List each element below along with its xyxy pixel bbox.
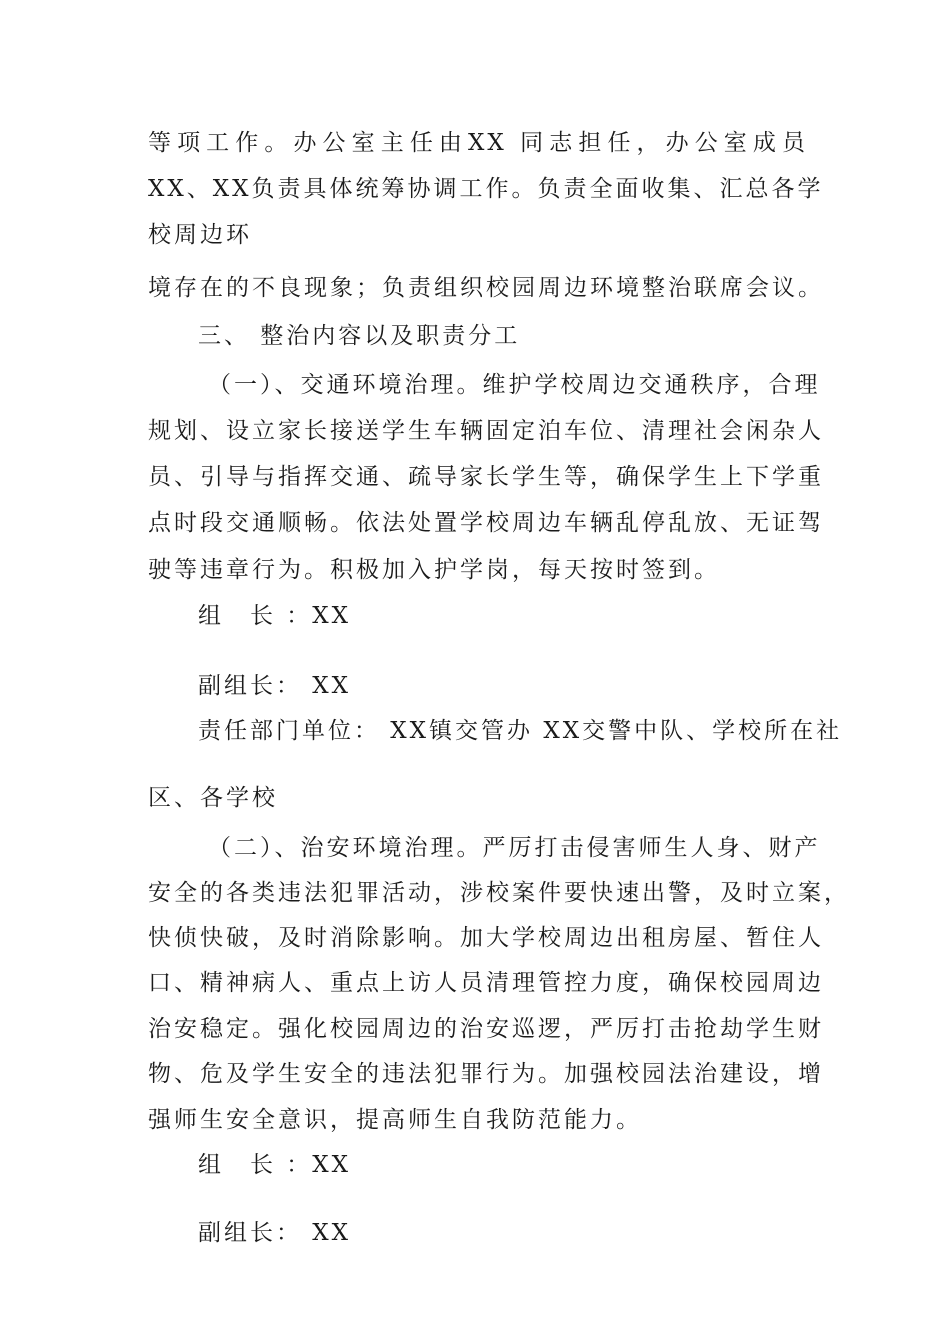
paragraph-line: （二）、治安环境治理。严厉打击侵害师生人身、财产 (208, 835, 821, 861)
paragraph-line: 等项工作。办公室主任由XX 同志担任，办公室成员 (148, 130, 808, 156)
paragraph-line: 员、引导与指挥交通、疏导家长学生等，确保学生上下学重 (148, 464, 824, 490)
paragraph-line: （一）、交通环境治理。维护学校周边交通秩序，合理 (208, 372, 821, 398)
responsible-unit-line: 责任部门单位： XX镇交管办 XX交警中队、学校所在社 (198, 718, 843, 744)
paragraph-line: 口、精神病人、重点上访人员清理管控力度，确保校园周边 (148, 970, 824, 996)
deputy-leader-line: 副组长： XX (198, 673, 352, 699)
paragraph-line: XX、XX负责具体统筹协调工作。负责全面收集、汇总各学 (148, 176, 824, 202)
paragraph-line: 治安稳定。强化校园周边的治安巡逻，严厉打击抢劫学生财 (148, 1016, 824, 1042)
paragraph-line: 快侦快破，及时消除影响。加大学校周边出租房屋、暂住人 (148, 925, 824, 951)
paragraph-line: 点时段交通顺畅。依法处置学校周边车辆乱停乱放、无证驾 (148, 510, 824, 536)
paragraph-line: 物、危及学生安全的违法犯罪行为。加强校园法治建设，增 (148, 1061, 824, 1087)
paragraph-line: 境存在的不良现象；负责组织校园周边环境整治联席会议。 (148, 275, 824, 301)
paragraph-line: 区、各学校 (148, 785, 278, 811)
paragraph-line: 安全的各类违法犯罪活动，涉校案件要快速出警，及时立案， (148, 880, 850, 906)
paragraph-line: 校周边环 (148, 222, 252, 248)
deputy-leader-line: 副组长： XX (198, 1220, 352, 1246)
paragraph-line: 驶等违章行为。积极加入护学岗，每天按时签到。 (148, 557, 720, 583)
paragraph-line: 规划、设立家长接送学生车辆固定泊车位、清理社会闲杂人 (148, 418, 824, 444)
leader-line: 组 长 ：XX (198, 603, 352, 629)
leader-line: 组 长 ：XX (198, 1152, 352, 1178)
paragraph-line: 强师生安全意识，提高师生自我防范能力。 (148, 1107, 642, 1133)
section-heading: 三、 整治内容以及职责分工 (198, 323, 521, 349)
